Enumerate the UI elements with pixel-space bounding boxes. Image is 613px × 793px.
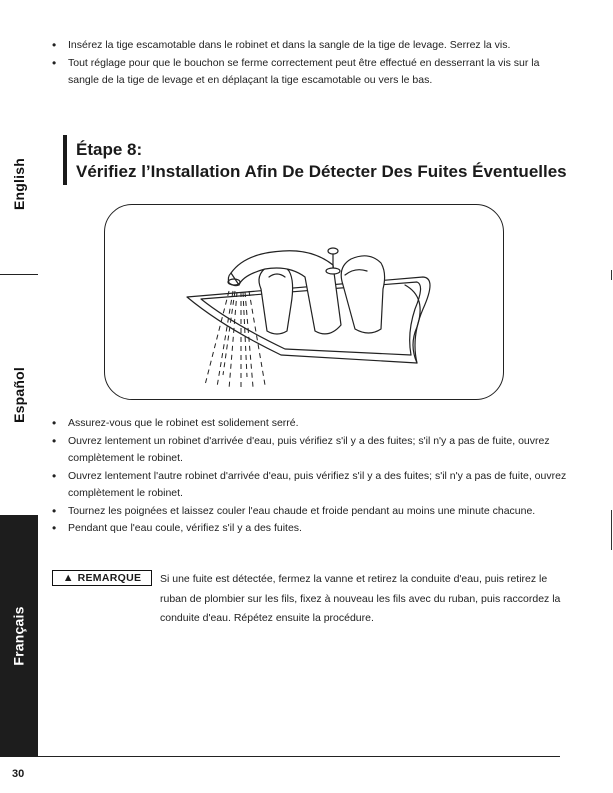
list-item: • Tout réglage pour que le bouchon se ferme correctement peut être effectué en desserrant la vis sur la sangle de la tige de levage et en déplaçant la tige escamotable ou vers le bas. <box>52 55 572 90</box>
step-label: Étape 8: <box>76 140 143 159</box>
tab-english[interactable] <box>0 95 38 273</box>
step-title: Vérifiez l’Installation Afin De Détecter Des Fuites Éventuelles <box>76 162 567 181</box>
list-item: • Ouvrez lentement l'autre robinet d'arrivée d'eau, puis vérifiez s'il y a des fuites; s'il n'y a pas de fuite, ouvrez complètement le robinet. <box>52 468 572 503</box>
tab-francais-active[interactable] <box>0 515 38 757</box>
step-heading-bar <box>63 135 67 185</box>
list-item: • Assurez-vous que le robinet est solidement serré. <box>52 415 572 433</box>
page-number: 30 <box>12 768 25 780</box>
intro-bullet-list <box>52 37 572 90</box>
right-edge-mark <box>611 270 612 280</box>
instruction-bullet-list <box>52 415 572 538</box>
faucet-illustration <box>104 204 504 400</box>
tab-francais-label: Français <box>11 606 27 666</box>
faucet-leak-check-drawing <box>105 205 504 400</box>
list-item: • Pendant que l'eau coule, vérifiez s'il y a des fuites. <box>52 520 572 538</box>
warning-triangle-icon: ▲ <box>62 571 74 584</box>
notice-text: Si une fuite est détectée, fermez la vanne et retirez la conduite d'eau, puis retirez le ruban de plombier sur les fils, fixez à nouveau les fils avec du ruban, puis raccordez la conduite d'eau. Répétez ensuite la procédure. <box>160 573 561 624</box>
tab-espanol[interactable] <box>0 275 38 515</box>
tab-espanol-label: Español <box>11 367 28 423</box>
list-item: • Tournez les poignées et laissez couler l'eau chaude et froide pendant au moins une minute chacune. <box>52 503 572 521</box>
list-item: • Insérez la tige escamotable dans le robinet et dans la sangle de la tige de levage. Serrez la vis. <box>52 37 572 55</box>
list-item: • Ouvrez lentement un robinet d'arrivée d'eau, puis vérifiez s'il y a des fuites; s'il n'y a pas de fuite, ouvrez complètement le robinet. <box>52 433 572 468</box>
notice-badge <box>52 570 152 586</box>
right-edge-mark <box>611 510 612 550</box>
tab-english-label: English <box>11 158 27 210</box>
footer-divider <box>38 756 560 757</box>
notice-label: REMARQUE <box>77 572 142 584</box>
